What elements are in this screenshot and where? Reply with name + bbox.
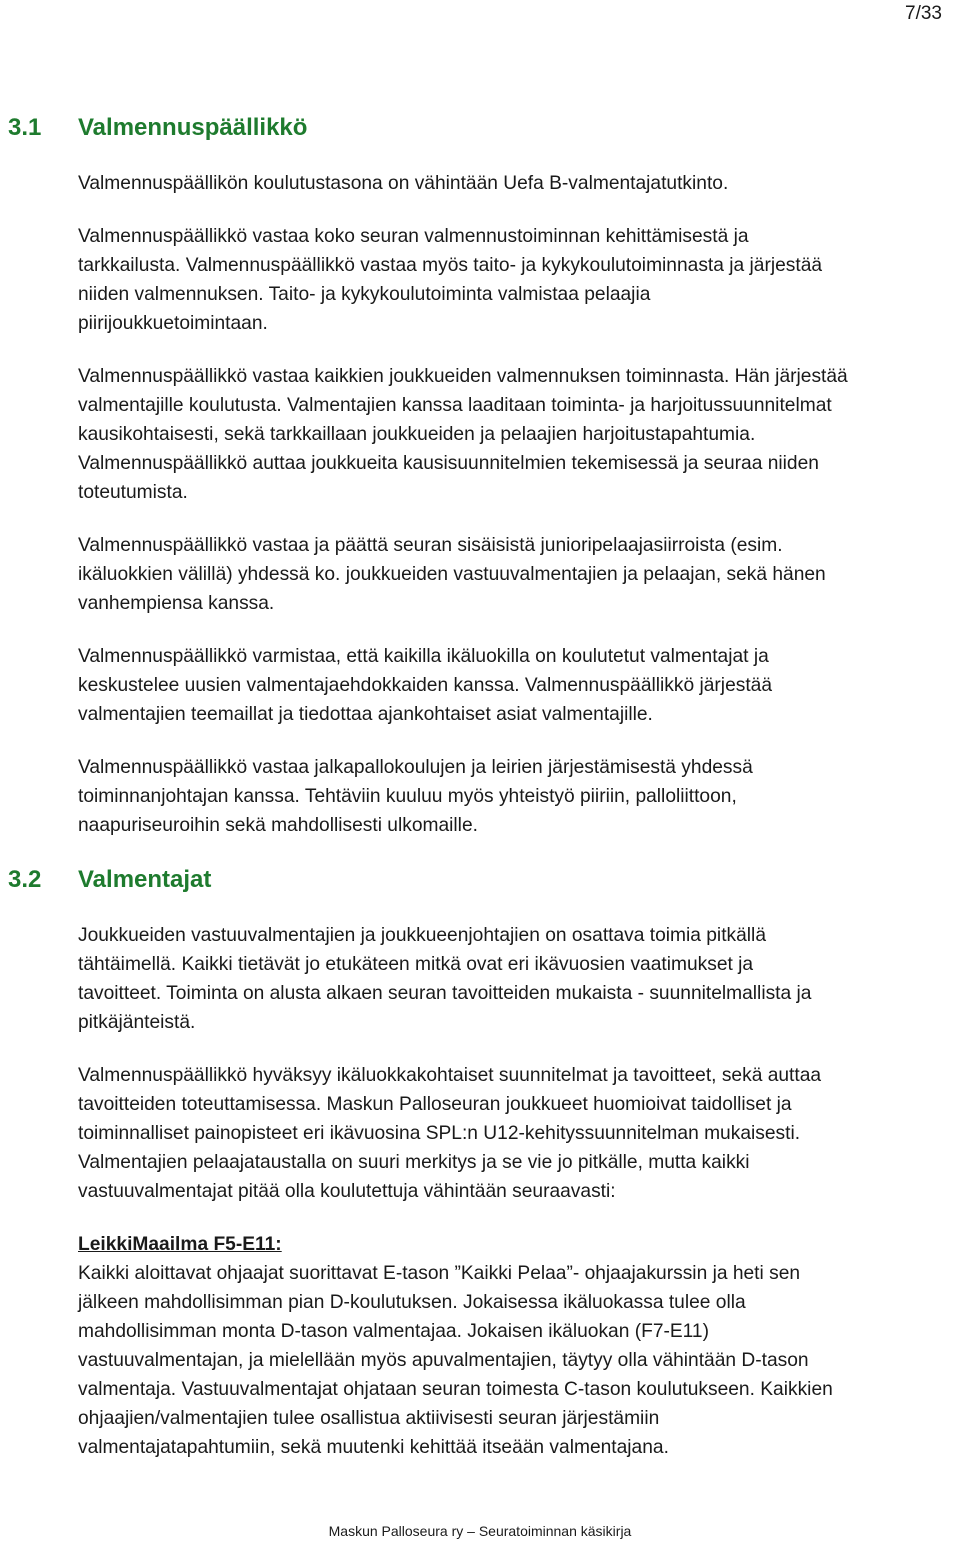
paragraph-line: Valmennuspäällikkö varmistaa, että kaikilla ikäluokilla on koulutetut valmentajat ja xyxy=(78,646,769,667)
paragraph xyxy=(78,531,958,618)
paragraph-line: mahdollisimman monta D-tason valmentajaa. Jokaisen ikäluokan (F7-E11) xyxy=(78,1321,709,1342)
paragraph-line: jälkeen mahdollisimman pian D-koulutuksen. Jokaisessa ikäluokassa tulee olla xyxy=(78,1292,746,1313)
subsection-title: LeikkiMaailma F5-E11: xyxy=(78,1234,282,1255)
section-title: Valmennuspäällikkö xyxy=(78,114,308,141)
section-heading-3-2 xyxy=(8,865,211,895)
paragraph-line: piirijoukkuetoimintaan. xyxy=(78,313,268,334)
paragraph-line: toiminnalliset painopisteet eri ikävuosina SPL:n U12-kehityssuunnitelman mukaisesti. xyxy=(78,1123,801,1144)
paragraph-line: Valmennuspäällikön koulutustasona on vähintään Uefa B-valmentajatutkinto. xyxy=(78,173,729,194)
paragraph-line: niiden valmennuksen. Taito- ja kykykoulutoiminta valmistaa pelaajia xyxy=(78,284,651,305)
page-number: 7/33 xyxy=(905,3,942,24)
paragraph-line: tavoitteiden toteuttamisessa. Maskun Palloseuran joukkueet huomioivat taidolliset ja xyxy=(78,1094,792,1115)
paragraph-line: vastuuvalmentajan, ja mielellään myös apuvalmentajien, täytyy olla vähintään D-tason xyxy=(78,1350,809,1371)
paragraph-line: tarkkailusta. Valmennuspäällikkö vastaa myös taito- ja kykykoulutoiminnasta ja järjestää xyxy=(78,255,823,276)
paragraph xyxy=(78,642,958,729)
paragraph-line: valmentaja. Vastuuvalmentajat ohjataan seuran toimesta C-tason koulutukseen. Kaikkien xyxy=(78,1379,833,1400)
page-footer: Maskun Palloseura ry – Seuratoiminnan käsikirja xyxy=(328,1523,632,1539)
paragraph xyxy=(78,169,958,198)
paragraph xyxy=(78,921,958,1037)
subsection xyxy=(78,1230,958,1462)
paragraph-line: valmentajien teemaillat ja tiedottaa ajankohtaiset asiat valmentajille. xyxy=(78,704,653,725)
section-number: 3.1 xyxy=(8,114,42,141)
section-heading-3-1 xyxy=(8,113,307,143)
paragraph-line: vastuuvalmentajat pitää olla koulutettuja vähintään seuraavasti: xyxy=(78,1181,616,1202)
paragraph-line: toiminnanjohtajan kanssa. Tehtäviin kuuluu myös yhteistyö piiriin, palloliittoon, xyxy=(78,786,737,807)
paragraph-line: Valmentajien pelaajataustalla on suuri merkitys ja se vie jo pitkälle, mutta kaikki xyxy=(78,1152,750,1173)
paragraph-line: toteutumista. xyxy=(78,482,188,503)
paragraph-line: Valmennuspäällikkö vastaa jalkapallokoulujen ja leirien järjestämisestä yhdessä xyxy=(78,757,753,778)
paragraph-line: tähtäimellä. Kaikki tietävät jo etukäteen mitkä ovat eri ikävuosien vaatimukset ja xyxy=(78,954,754,975)
paragraph-line: valmentajille koulutusta. Valmentajien kanssa laaditaan toiminta- ja harjoitussuunnitelmat xyxy=(78,395,832,416)
section-title: Valmentajat xyxy=(78,866,212,893)
paragraph-line: Joukkueiden vastuuvalmentajien ja joukkueenjohtajien on osattava toimia pitkällä xyxy=(78,925,766,946)
paragraph-line: Valmennuspäällikkö vastaa ja päättä seuran sisäisistä junioripelaajasiirroista (esim. xyxy=(78,535,783,556)
paragraph-line: ohjaajien/valmentajien tulee osallistua aktiivisesti seuran järjestämiin xyxy=(78,1408,660,1429)
section-number: 3.2 xyxy=(8,866,42,893)
paragraph xyxy=(78,222,958,338)
paragraph-line: naapuriseuroihin sekä mahdollisesti ulkomaille. xyxy=(78,815,478,836)
paragraph-line: valmentajatapahtumiin, sekä muutenki kehittää itseään valmentajana. xyxy=(78,1437,669,1458)
paragraph-line: Kaikki aloittavat ohjaajat suorittavat E-tason ”Kaikki Pelaa”- ohjaajakurssin ja heti sen xyxy=(78,1263,801,1284)
paragraph-line: tavoitteet. Toiminta on alusta alkaen seuran tavoitteiden mukaista - suunnitelmallista ja xyxy=(78,983,812,1004)
paragraph xyxy=(78,1061,958,1206)
paragraph-line: Valmennuspäällikkö hyväksyy ikäluokkakohtaiset suunnitelmat ja tavoitteet, sekä auttaa xyxy=(78,1065,822,1086)
paragraph-line: Valmennuspäällikkö auttaa joukkueita kausisuunnitelmien tekemisessä ja seuraa niiden xyxy=(78,453,819,474)
paragraph-line: Valmennuspäällikkö vastaa koko seuran valmennustoiminnan kehittämisestä ja xyxy=(78,226,749,247)
paragraph-line: ikäluokkien välillä) yhdessä ko. joukkueiden vastuuvalmentajien ja pelaajan, sekä hänen xyxy=(78,564,826,585)
paragraph-line: keskustelee uusien valmentajaehdokkaiden kanssa. Valmennuspäällikkö järjestää xyxy=(78,675,773,696)
paragraph-line: pitkäjänteistä. xyxy=(78,1012,196,1033)
paragraph-line: kausikohtaisesti, sekä tarkkaillaan joukkueiden ja pelaajien harjoitustapahtumia. xyxy=(78,424,756,445)
paragraph xyxy=(78,362,958,507)
paragraph xyxy=(78,753,958,840)
paragraph-line: Valmennuspäällikkö vastaa kaikkien joukkueiden valmennuksen toiminnasta. Hän järjestää xyxy=(78,366,848,387)
paragraph-line: vanhempiensa kanssa. xyxy=(78,593,275,614)
